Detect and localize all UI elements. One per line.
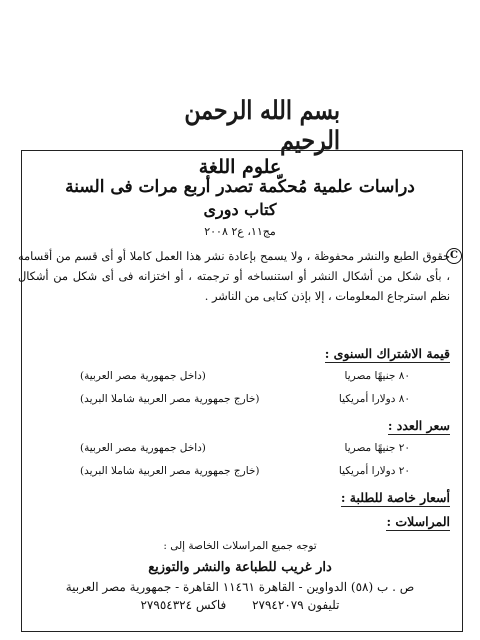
send-to-line: توجه جميع المراسلات الخاصة إلى :: [163, 540, 317, 552]
journal-subtitle: دراسات علمية مُحكّمة تصدر أربع مرات فى السنة: [65, 177, 415, 197]
copyright-icon: C: [446, 248, 462, 264]
price-value: ٨٠ دولارا أمريكيا: [338, 393, 410, 405]
price-note: (داخل جمهورية مصر العربية): [80, 442, 206, 454]
publication-kind: كتاب دورى: [203, 200, 277, 219]
publisher-name: دار غريب للطباعة والنشر والتوزيع: [148, 560, 332, 575]
fax-number: فاكس ٢٧٩٥٤٣٢٤: [140, 598, 227, 612]
price-row: [80, 465, 410, 477]
rights-notice: حقوق الطبع والنشر محفوظة ، ولا يسمح بإعادة نشر هذا العمل كاملا أو أى قسم من أقسامه ، بأى شكل من أشكال النشر أو استنساخه أو ترجمته ، أو اختزانه فى أى شكل من أشكال نظم استرجاع المعلومات ، إلا بإذن كتابى من الناشر .: [18, 250, 450, 303]
price-note: (داخل جمهورية مصر العربية): [80, 370, 206, 382]
contact-numbers: [0, 598, 480, 612]
price-value: ٨٠ جنيهًا مصريا: [344, 370, 410, 382]
price-note: (خارج جمهورية مصر العربية شاملا البريد): [80, 465, 260, 477]
postal-address: ص . ب (٥٨) الدواوين - القاهرة ١١٤٦١ القاهرة - جمهورية مصر العربية: [65, 580, 415, 594]
price-row: [80, 442, 410, 454]
students-heading: أسعار خاصة للطلبة :: [340, 490, 450, 505]
price-row: [80, 370, 410, 382]
correspondence-heading: المراسلات :: [386, 514, 450, 529]
issue-price-heading: سعر العدد :: [387, 418, 450, 433]
price-row: [80, 393, 410, 405]
volume-issue: مج١١، ع٢ ٢٠٠٨: [204, 225, 276, 238]
price-value: ٢٠ جنيهًا مصريا: [344, 442, 410, 454]
phone-number: تليفون ٢٧٩٤٢٠٧٩: [252, 598, 340, 612]
price-value: ٢٠ دولارا أمريكيا: [338, 465, 410, 477]
basmala-text: بسم الله الرحمن الرحيم: [184, 96, 340, 156]
basmala-calligraphy: [140, 96, 340, 156]
annual-subscription-heading: قيمة الاشتراك السنوى :: [324, 346, 450, 361]
price-note: (خارج جمهورية مصر العربية شاملا البريد): [80, 393, 260, 405]
journal-title: علوم اللغة: [198, 156, 282, 178]
